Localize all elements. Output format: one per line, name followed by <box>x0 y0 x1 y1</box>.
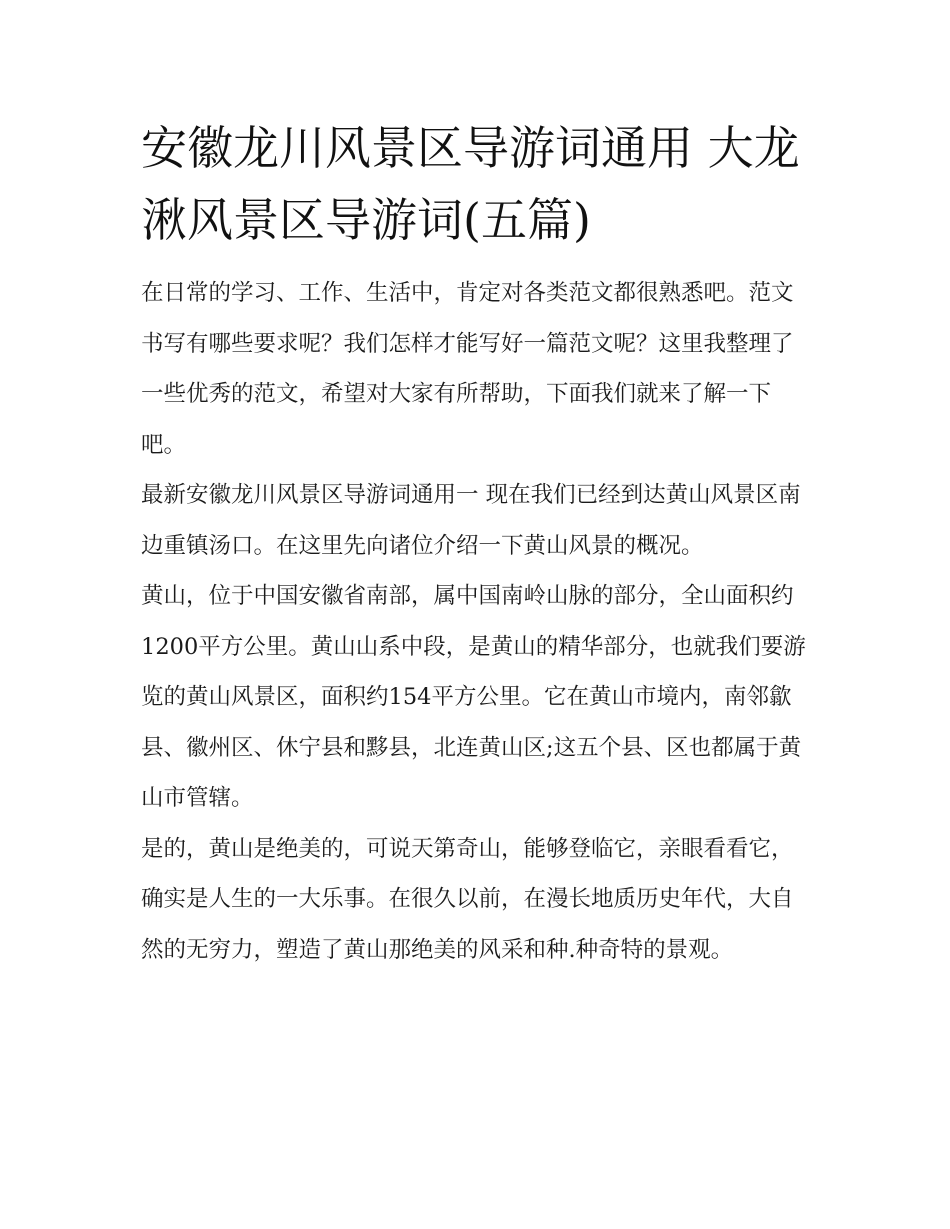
document-title: 安徽龙川风景区导游词通用 大龙湫风景区导游词(五篇) <box>141 121 800 247</box>
paragraph-arrival: 最新安徽龙川风景区导游词通用一 现在我们已经到达黄山风景区南边重镇汤口。在这里先向诸位介绍一下黄山风景的概况。 <box>141 482 801 559</box>
paragraph-intro: 在日常的学习、工作、生活中，肯定对各类范文都很熟悉吧。范文书写有哪些要求呢？我们怎样才能写好一篇范文呢？这里我整理了一些优秀的范文，希望对大家有所帮助，下面我们就来了解一下吧。 <box>141 280 794 458</box>
paragraph-scenery: 是的，黄山是绝美的，可说天第奇山，能够登临它，亲眼看看它，确实是人生的一大乐事。在很久以前，在漫长地质历史年代，大自然的无穷力，塑造了黄山那绝美的风采和种.种奇特的景观。 <box>141 835 794 963</box>
paragraph-geography: 黄山，位于中国安徽省南部，属中国南岭山脉的部分，全山面积约1200平方公里。黄山山系中段，是黄山的精华部分，也就我们要游览的黄山风景区，面积约154平方公里。它在黄山市境内，南邻歙县、徽州区、休宁县和黟县，北连黄山区;这五个县、区也都属于黄山市管辖。 <box>141 583 806 811</box>
document-body <box>141 268 813 975</box>
document-content <box>141 112 813 975</box>
